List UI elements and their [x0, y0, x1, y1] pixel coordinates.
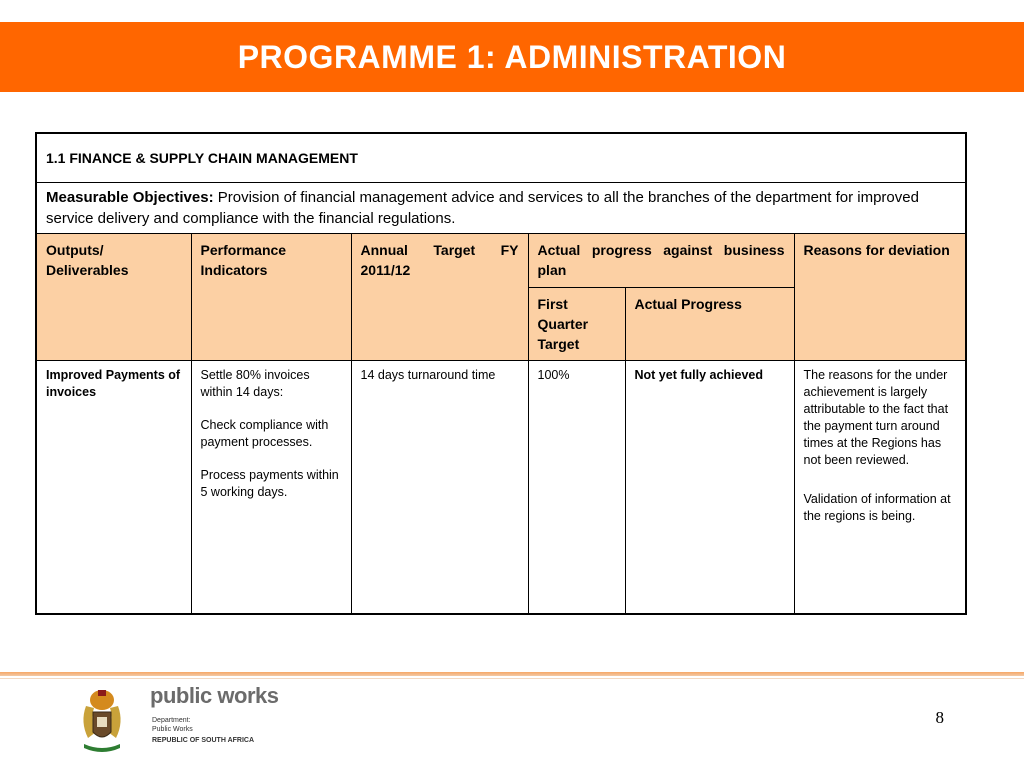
- logo-line-country: REPUBLIC OF SOUTH AFRICA: [152, 737, 255, 744]
- objective-text: Provision of financial management advice and services to all the branches of the department for improved service delivery and compliance with the financial regulations.: [46, 189, 919, 227]
- coat-of-arms-icon: [76, 686, 128, 756]
- indicator-item: Settle 80% invoices within 14 days:: [200, 368, 310, 400]
- header-first-quarter: First Quarter Target: [528, 287, 625, 361]
- page-number: 8: [935, 708, 944, 727]
- logo-wordmark: public works: [150, 683, 279, 708]
- indicator-item: Process payments within 5 working days.: [200, 467, 339, 499]
- measurable-objectives: [36, 183, 966, 234]
- header-annual-target: Annual Target FY 2011/12: [351, 234, 528, 361]
- cell-reasons: [794, 361, 966, 615]
- header-reasons: Reasons for deviation: [794, 234, 966, 361]
- cell-first-quarter: 100%: [528, 361, 625, 615]
- cell-indicators: [191, 361, 351, 615]
- cell-actual-progress: Not yet fully achieved: [625, 361, 794, 615]
- objectives-table: [35, 132, 967, 615]
- reason-item: The reasons for the under achievement is largely attributable to the fact that the payment turn around times at the Regions has not been reviewed.: [803, 368, 949, 467]
- footer-divider-thin: [0, 678, 1024, 679]
- logo-line-public-works: Public Works: [152, 726, 193, 733]
- indicator-item: Check compliance with payment processes.: [200, 418, 329, 450]
- footer-divider: [0, 672, 1024, 676]
- cell-annual-target: 14 days turnaround time: [351, 361, 528, 615]
- header-outputs: Outputs/ Deliverables: [36, 234, 191, 361]
- reason-item: Validation of information at the regions is being.: [803, 491, 951, 523]
- header-indicators: Performance Indicators: [191, 234, 351, 361]
- slide-title: PROGRAMME 1: ADMINISTRATION: [0, 22, 1024, 92]
- logo-line-department: Department:: [152, 717, 191, 724]
- header-actual: Actual Progress: [625, 287, 794, 361]
- cell-deliverable: Improved Payments of invoices: [36, 361, 191, 615]
- section-heading: 1.1 FINANCE & SUPPLY CHAIN MANAGEMENT: [36, 133, 966, 183]
- header-actual-progress-plan: Actual progress against business plan: [528, 234, 794, 288]
- objective-label: Measurable Objectives:: [46, 189, 214, 206]
- table-row: [36, 361, 966, 615]
